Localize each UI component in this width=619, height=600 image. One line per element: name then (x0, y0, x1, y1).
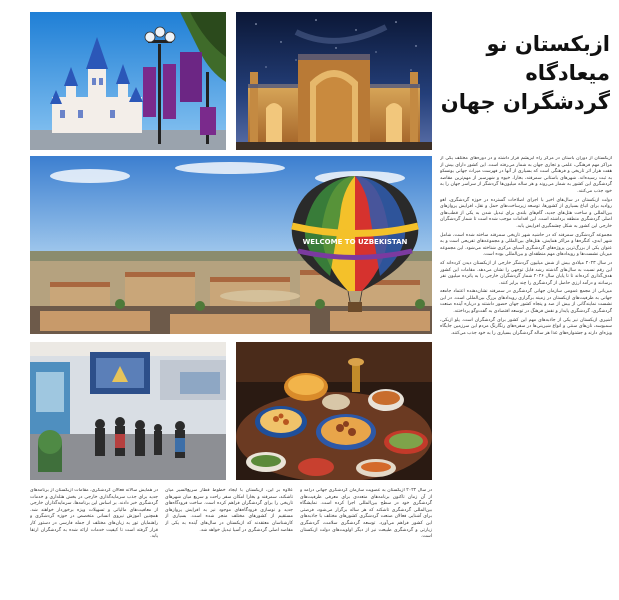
side-paragraph: مجموعه گردشگری سمرقند که در حاشیه شهر تاریخی سمرقند ساخته شده است، شامل شهر ابدی، کنگره‌ها و مراکز همایش، هتل‌های بین‌المللی و مجموعه‌های تفریحی است و به عنوان یکی از بزرگ‌ترین پروژه‌های گردشگری آسیای مرکزی شناخته می‌شود. این مجموعه میزبان نشست‌ها و رویدادهای مهم منطقه‌ای و بین‌المللی بوده است. (440, 232, 612, 258)
title-line-2: میعادگاه (525, 61, 610, 85)
registan-night-photo (236, 12, 432, 150)
side-paragraph: ازبکستان از دوران باستان در مرکز راه ابریشم قرار داشته و در دوره‌های مختلف یکی از مراکز مهم فرهنگی، علمی و تجاری جهان به شمار می‌رفته است. این کشور دارای بیش از هفت هزار اثر تاریخی و فرهنگی است که بسیاری از آنها در فهرست میراث جهانی یونسکو به ثبت رسیده‌اند. شهرهای باستانی سمرقند، بخارا، خیوه و شهرسبز از مهم‌ترین مقاصد گردشگری این کشور به شمار می‌روند و هر ساله میلیون‌ها گردشگر از سراسر جهان را به خود جذب می‌کنند. (440, 156, 612, 194)
article-bottom-column-1 (300, 488, 432, 596)
side-paragraph: در سال ۲۰۲۳ میلادی بیش از شش میلیون گردشگر خارجی از ازبکستان دیدن کرده‌اند که این رقم نسبت به سال‌های گذشته رشد قابل توجهی را نشان می‌دهد. مقامات این کشور هدف‌گذاری کرده‌اند تا تا پایان سال ۲۰۲۶ شمار گردشگران خارجی را به پانزده میلیون نفر برسانند و درآمد ارزی حاصل از گردشگری را چند برابر کنند. (440, 260, 612, 286)
balloon-text: WELCOME TO UZBEKISTAN (302, 238, 408, 246)
bottom-paragraph: در سال ۲۰۲۲ ازبکستان به عضویت سازمان گردشگری جهانی درآمد و از آن زمان تاکنون برنامه‌های متعددی برای معرفی ظرفیت‌های گردشگری خود در سطح بین‌المللی اجرا کرده است. نمایشگاه بین‌المللی گردشگری تاشکند که هر ساله برگزار می‌شود، فرصتی برای آشنایی فعالان صنعت گردشگری کشورهای مختلف با جاذبه‌های این کشور فراهم می‌آورد. توسعه گردشگری سلامت، گردشگری زیارتی و گردشگری طبیعت نیز از دیگر اولویت‌های دولت ازبکستان است. (300, 488, 432, 540)
bottom-paragraph: در همایش سالانه فعالان گردشگری، مقامات ازبکستان از برنامه‌های جدید برای جذب سرمایه‌گذاری خارجی در بخش هتلداری و خدمات گردشگری خبر دادند. بر اساس این برنامه‌ها، سرمایه‌گذاران خارجی از معافیت‌های مالیاتی و تسهیلات ویژه برخوردار خواهند شد. همچنین آموزش نیروی انسانی متخصص در حوزه گردشگری و راهنمایان تور به زبان‌های مختلف از جمله فارسی در دستور کار قرار گرفته است تا کیفیت خدمات ارائه شده به گردشگران ارتقا یابد. (30, 488, 158, 540)
bottom-paragraph: علاوه بر این، ازبکستان با ایجاد خطوط قطار سریع‌السیر میان تاشکند، سمرقند و بخارا امکان سفر راحت و سریع میان شهرهای تاریخی را برای گردشگران فراهم کرده است. ساخت فرودگاه‌های جدید و نوسازی فرودگاه‌های موجود نیز به افزایش پروازهای مستقیم از کشورهای مختلف منجر شده است. بسیاری از کارشناسان معتقدند که ازبکستان در سال‌های آینده به یکی از مقاصد اصلی گردشگری در آسیا تبدیل خواهد شد. (165, 488, 293, 533)
food-photo (236, 342, 432, 480)
side-paragraph: میزبانی از مجمع عمومی سازمان جهانی گردشگری در سمرقند نشان‌دهنده اعتماد جامعه جهانی به ظرفیت‌های ازبکستان در زمینه برگزاری رویدادهای بزرگ بین‌المللی است. در این نشست نمایندگانی از بیش از صد و پنجاه کشور جهان حضور داشتند و درباره آینده صنعت گردشگری، گردشگری پایدار و نقش فرهنگ در توسعه اقتصادی به گفت‌وگو پرداختند. (440, 289, 612, 315)
castle-photo (30, 12, 226, 150)
balloon-photo (30, 156, 432, 334)
article-bottom-column-2 (165, 488, 293, 596)
exhibition-photo (30, 342, 226, 480)
title-line-1: ازبکستان نو (486, 32, 610, 56)
article-side-column (440, 156, 612, 596)
title-line-3: گردشگران جهان (440, 90, 610, 114)
side-paragraph: آشپزی ازبکستان نیز یکی از جاذبه‌های مهم این کشور برای گردشگران است. پلو ازبکی، سمبوسه، نان‌های سنتی و انواع شیرینی‌ها در سفره‌های رنگارنگ مردم این سرزمین جایگاه ویژه‌ای دارند و جشنواره‌های غذا هر ساله گردشگران بسیاری را به خود جذب می‌کنند. (440, 317, 612, 336)
side-paragraph: دولت ازبکستان در سال‌های اخیر با اجرای اصلاحات گسترده در حوزه گردشگری، لغو روادید برای اتباع بسیاری از کشورها، توسعه زیرساخت‌های حمل و نقل، افزایش پروازهای بین‌المللی و ساخت هتل‌های جدید، گام‌های بلندی برای تبدیل شدن به یکی از قطب‌های اصلی گردشگری منطقه برداشته است. این اقدامات موجب شده است تا شمار گردشگران خارجی این کشور به شکل چشمگیری افزایش یابد. (440, 197, 612, 229)
article-title (440, 30, 610, 117)
article-bottom-column-3 (30, 488, 158, 596)
